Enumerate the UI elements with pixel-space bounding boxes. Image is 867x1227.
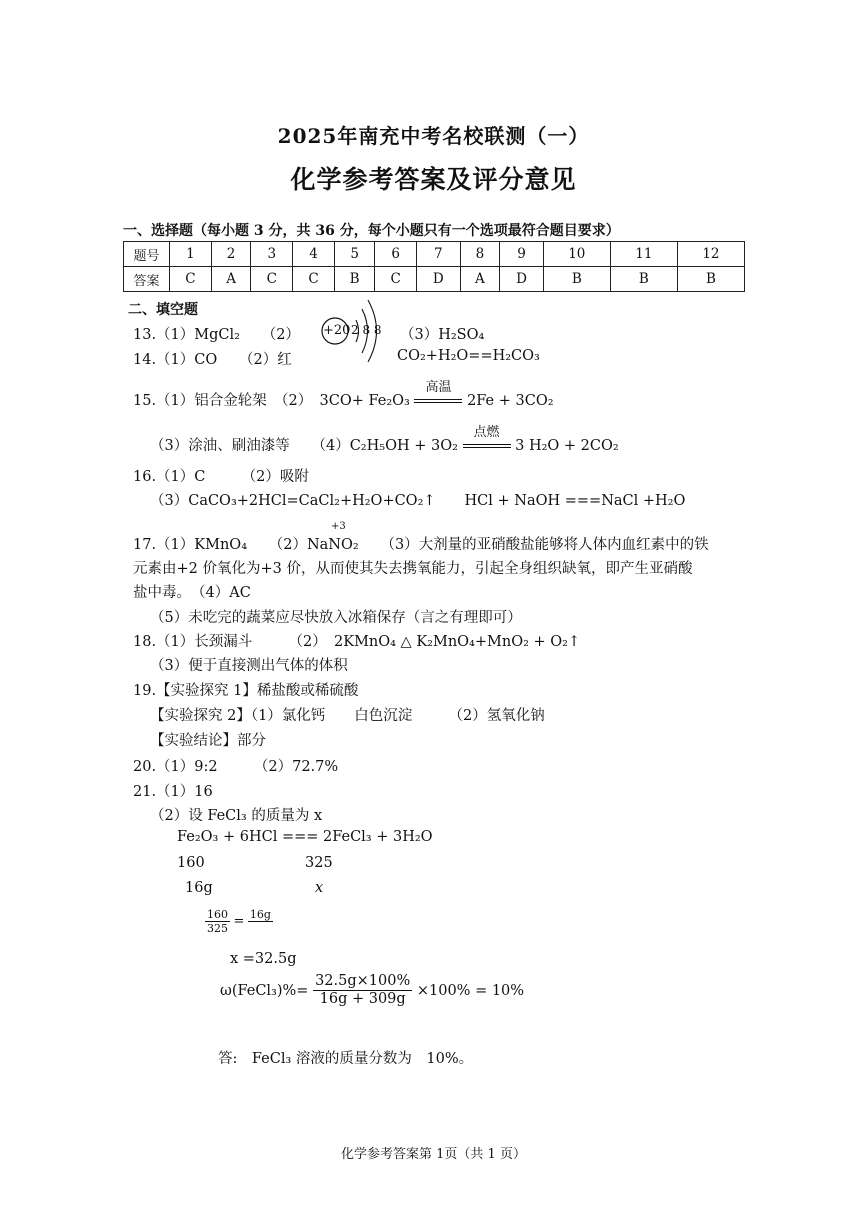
fraction-numerator: 160	[207, 908, 228, 921]
condition-label: 点燃	[473, 425, 500, 440]
q21-line-a: 21.（1）16	[133, 784, 213, 800]
q21-mass-fraction	[220, 973, 524, 1009]
table-cell: 10	[543, 242, 610, 267]
q21-molar-mass-1: 160	[177, 855, 205, 871]
page-subtitle: 化学参考答案及评分意见	[290, 165, 577, 194]
q16-line-b: （3）CaCO₃+2HCl=CaCl₂+H₂O+CO₂↑ HCl + NaOH ===NaCl +H₂O	[150, 493, 686, 509]
valence-mark: +3	[331, 521, 346, 532]
q15-line-a	[133, 380, 554, 410]
q20-line: 20.（1）9:2 （2）72.7%	[133, 759, 339, 775]
q13-line-a: 13.（1）MgCl₂ （2）	[133, 327, 300, 343]
table-cell: 5	[335, 242, 375, 267]
table-cell: 4	[293, 242, 335, 267]
q18-line-b: （3）便于直接测出气体的体积	[150, 658, 348, 674]
page-footer: 化学参考答案第 1页（共 1 页）	[341, 1147, 526, 1162]
table-cell: B	[610, 267, 677, 292]
table-row-answers	[124, 267, 745, 292]
q15-line-b	[150, 425, 619, 455]
table-row-questions	[124, 242, 745, 267]
fraction-numerator: 16g	[249, 908, 271, 921]
q21-mass-1: 16g	[185, 880, 213, 896]
answer-table	[123, 241, 745, 292]
table-cell: 8	[460, 242, 500, 267]
table-cell: A	[211, 267, 251, 292]
fraction	[205, 908, 230, 935]
table-cell: 1	[170, 242, 212, 267]
q21-line-b: （2）设 FeCl₃ 的质量为 x	[150, 808, 323, 824]
table-cell: C	[251, 267, 293, 292]
q15-text-d: 3 H₂O + 2CO₂	[515, 438, 619, 454]
section1-heading: 一、选择题（每小题 3 分，共 36 分，每个小题只有一个选项最符合题目要求）	[123, 223, 620, 239]
q17-line-d: （5）未吃完的蔬菜应尽快放入冰箱保存（言之有理即可）	[150, 610, 522, 626]
condition-label: 高温	[425, 380, 452, 395]
q21-mass-2: x	[315, 880, 324, 896]
table-cell: B	[335, 267, 375, 292]
q21-proportion	[205, 908, 273, 935]
fraction-numerator: 32.5g×100%	[313, 973, 412, 991]
table-cell: 12	[677, 242, 744, 267]
q21-equation: Fe₂O₃ + 6HCl === 2FeCl₃ + 3H₂O	[177, 829, 433, 845]
fraction-denominator	[248, 922, 273, 935]
q17-line-a: 17.（1）KMnO₄ （2）NaNO₂ （3）大剂量的亚硝酸盐能够将人体内血红素中的铁	[133, 537, 709, 553]
fraction-denominator: 325	[207, 922, 228, 936]
q21-final-answer: 答: FeCl₃ 溶液的质量分数为 10%。	[218, 1051, 474, 1067]
table-cell: B	[677, 267, 744, 292]
table-cell: D	[417, 267, 461, 292]
equals-sign: =	[233, 914, 245, 930]
q16-line-a: 16.（1）C （2）吸附	[133, 469, 309, 485]
table-cell: 3	[251, 242, 293, 267]
table-cell: 7	[417, 242, 461, 267]
table-cell: B	[543, 267, 610, 292]
q15-text-b: 2Fe + 3CO₂	[467, 393, 554, 409]
q17-line-c: 盐中毒。 （4）AC	[133, 585, 251, 601]
q13-line-b: （3）H₂SO₄	[400, 327, 485, 343]
q17-line-b: 元素由+2 价氧化为+3 价，从而使其失去携氧能力，引起全身组织缺氧，即产生亚硝酸	[133, 561, 693, 577]
row-label-question: 题号	[124, 242, 170, 267]
atom-shells: 2 8 8	[351, 323, 382, 337]
table-cell: A	[460, 267, 500, 292]
reaction-condition	[463, 425, 511, 454]
fraction	[248, 908, 273, 935]
q19-line-a: 19.【实验探究 1】稀盐酸或稀硫酸	[133, 683, 359, 699]
table-cell: C	[170, 267, 212, 292]
table-cell: C	[293, 267, 335, 292]
row-label-answer: 答案	[124, 267, 170, 292]
q14-line-a: 14.（1）CO （2）红	[133, 352, 292, 368]
table-cell: D	[500, 267, 544, 292]
q19-line-b: 【实验探究 2】（1）氯化钙 白色沉淀 （2）氢氧化钠	[150, 708, 545, 724]
q21-x-result: x =32.5g	[230, 951, 297, 967]
omega-label: ω(FeCl₃)%=	[220, 982, 309, 999]
q14-line-b: CO₂+H₂O==H₂CO₃	[397, 348, 540, 364]
section2-heading: 二、填空题	[128, 302, 198, 318]
q19-line-c: 【实验结论】部分	[150, 733, 266, 749]
table-cell: 2	[211, 242, 251, 267]
q15-text-a: 15.（1）铝合金轮架 （2） 3CO+ Fe₂O₃	[133, 393, 410, 409]
q18-line-a: 18.（1）长颈漏斗 （2） 2KMnO₄ △ K₂MnO₄+MnO₂ + O₂↑	[133, 634, 581, 650]
fraction-denominator: 16g + 309g	[319, 991, 406, 1008]
fraction	[313, 973, 412, 1009]
atom-structure-diagram	[318, 296, 388, 366]
result-text: ×100% = 10%	[416, 982, 525, 999]
q21-molar-mass-2: 325	[305, 855, 333, 871]
table-cell: 9	[500, 242, 544, 267]
table-cell: C	[375, 267, 417, 292]
atom-nucleus: +20	[323, 323, 351, 338]
table-cell: 11	[610, 242, 677, 267]
page-title: 2025年南充中考名校联测（一）	[277, 124, 590, 148]
q15-text-c: （3）涂油、刷油漆等 （4）C₂H₅OH + 3O₂	[150, 438, 458, 454]
reaction-condition	[414, 380, 462, 409]
table-cell: 6	[375, 242, 417, 267]
